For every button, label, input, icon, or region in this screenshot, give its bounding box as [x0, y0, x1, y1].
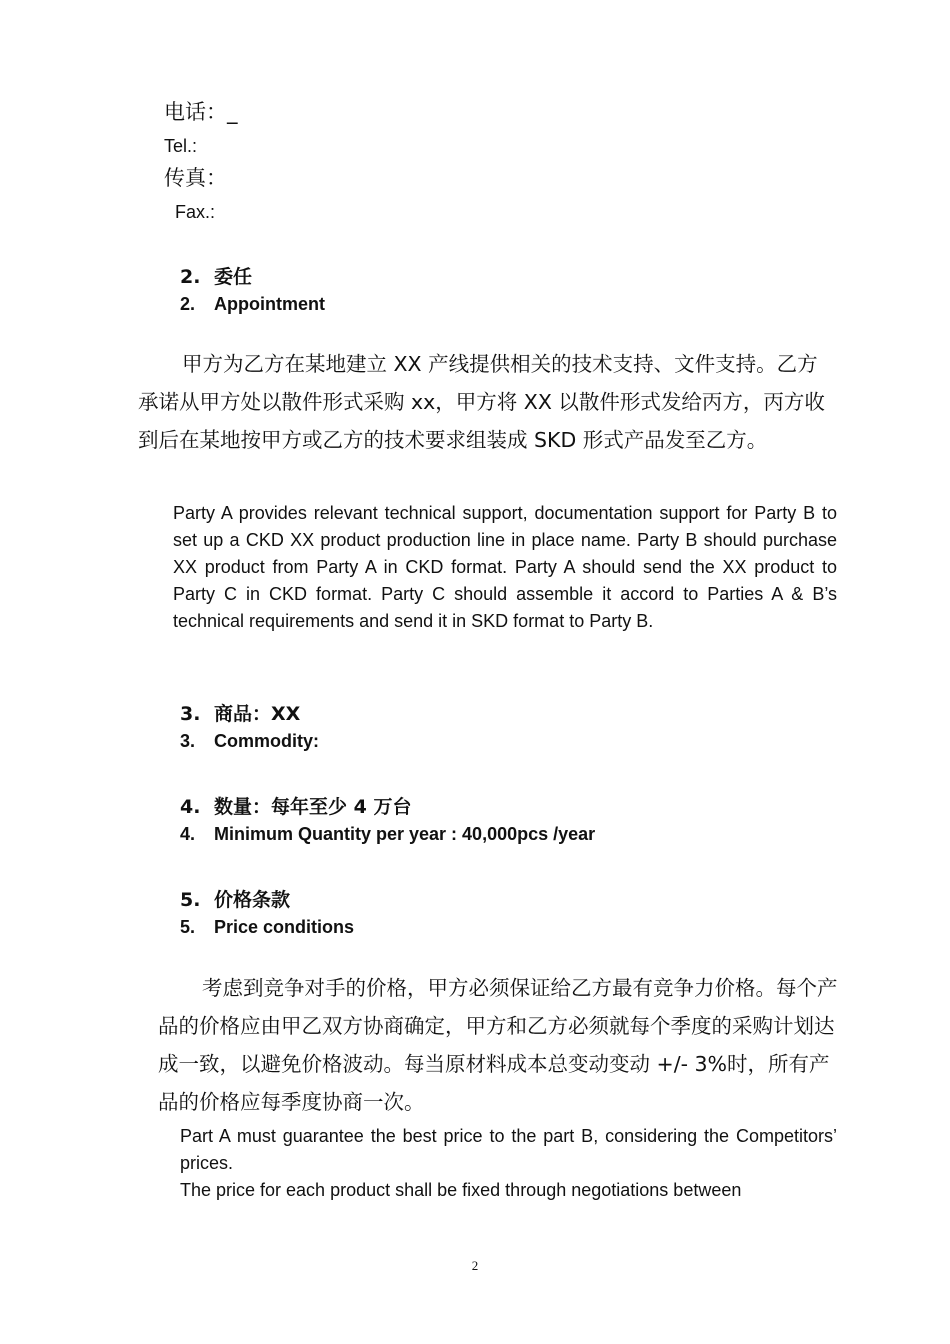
section-2-heading-zh: 2. 委任 [180, 266, 253, 288]
fax-label-zh: 传真： [164, 166, 227, 190]
section-5-heading-en: 5. Price conditions [180, 917, 355, 937]
section-4-heading-en: 4. Minimum Quantity per year : 40,000pcs /year [180, 824, 596, 844]
page-number: 2 [471, 1258, 479, 1273]
phone-blank: _ [227, 100, 238, 124]
section-3-heading-en: 3. Commodity: [180, 731, 319, 751]
section-2-body-en: Party A provides relevant technical support, documentation support for Party B to set up a CKD XX product production line in place name. Party B should purchase XX product from Party A in CKD format. Party A should send the XX product to Party C in CKD format. Party C should assemble it accord to Parties A & B’s technical requirements and send it in SKD format to Party B. [173, 503, 837, 631]
section-2-heading-en: 2. Appointment [180, 294, 325, 314]
phone-label-zh: 电话：_ [164, 100, 238, 124]
fax-label-en: Fax.: [175, 202, 216, 222]
section-4-heading-zh: 4. 数量：每年至少 4 万台 [180, 796, 412, 818]
section-5-body-en-2: The price for each product shall be fixed through negotiations between [180, 1180, 742, 1200]
section-5-body-en-1: Part A must guarantee the best price to the part B, considering the Competitors’ prices. [180, 1126, 837, 1173]
section-5-body-zh: 考虑到竞争对手的价格，甲方必须保证给乙方最有竞争力价格。每个产品的价格应由甲乙双方协商确定，甲方和乙方必须就每个季度的采购计划达成一致，以避免价格波动。每当原材料成本总变动变动 +/- 3%时，所有产品的价格应每季度协商一次。 [158, 976, 838, 1114]
section-5-heading-zh: 5. 价格条款 [180, 889, 291, 911]
section-3-heading-zh: 3. 商品：XX [180, 703, 301, 725]
section-2-body-zh: 甲方为乙方在某地建立 XX 产线提供相关的技术支持、文件支持。乙方承诺从甲方处以散件形式采购 xx，甲方将 XX 以散件形式发给丙方，丙方收到后在某地按甲方或乙方的技术要求组装成 SKD 形式产品发至乙方。 [138, 352, 825, 452]
tel-label-en: Tel.: [164, 136, 198, 156]
